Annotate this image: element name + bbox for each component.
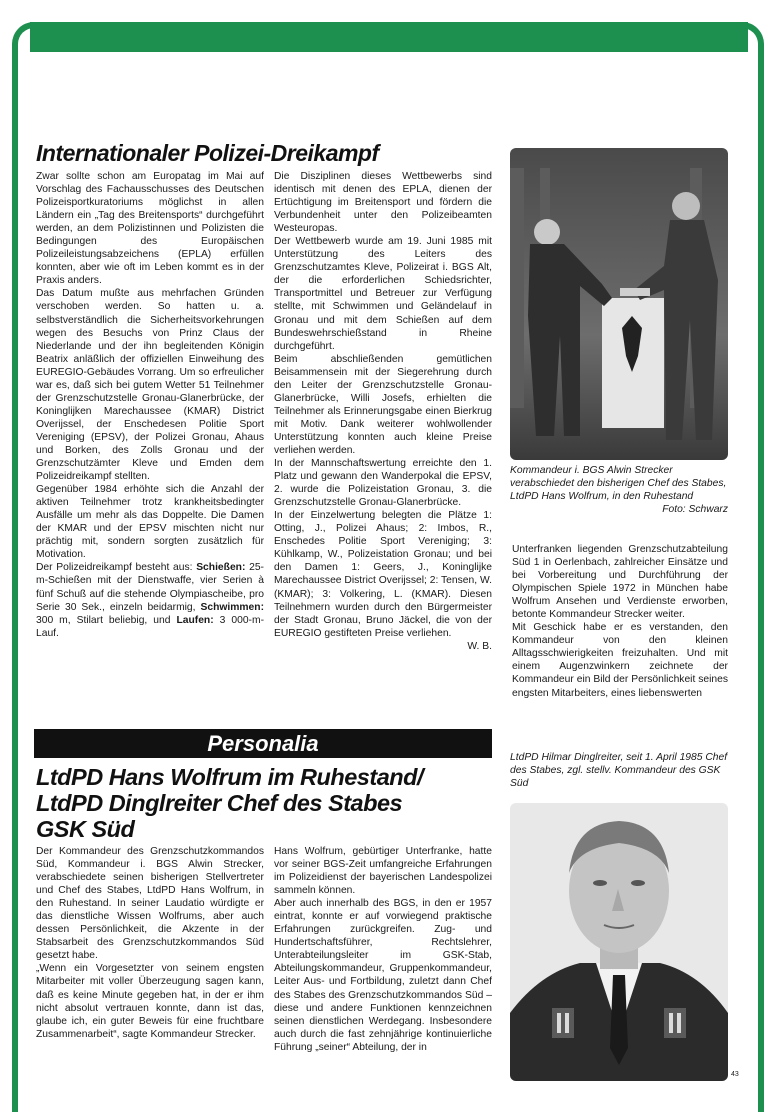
article-column-2: [274, 170, 492, 653]
page-number: 43: [731, 1071, 739, 1078]
portrait-caption: LtdPD Hilmar Dinglreiter, seit 1. April 1985 Chef des Stabes, zgl. stellv. Kommandeur des GSK Süd: [510, 752, 728, 789]
paragraph: Das Datum mußte aus mehrfachen Gründen verschoben werden. So hatten u. a. selbstverständlich die Sicherheitsvorkehrungen wegen des Besuchs von Prinz Claus der Niederlande und der ihn begleitenden Königin Beatrix anläßlich der offiziellen Einweihung des EUREGIO-Gebäudes Vorrang. Um so erfreulicher war es, daß sich bei gutem Wetter 51 Teilnehmer der Grenzschutzstelle Gronau-Glanerbrücke, der Koninglijken Marechaussee (KMAR) District Overijssel, der Enschedesen Politie Sport Vereniging (EPSV), der Polizei Gronau, Ahaus und Borken, des Zolls Gronau und der Grenzschutzämter Kleve und Emden dem Polizeidreikampf stellten.: [36, 288, 264, 483]
article-title: Internationaler Polizei-Dreikampf: [36, 140, 379, 166]
photo-credit: Foto: Schwarz: [662, 504, 728, 515]
paragraph: Zwar sollte schon am Europatag im Mai auf Vorschlag des Fachausschusses des Deutschen Polizeisportkuratoriums möglichst in allen Ländern ein „Tag des Breitensports“ durchgeführt werden, an dem Polizistinnen und Polizisten die Bedingungen des Europäischen Polizeileistungsabzeichens (EPLA) erfüllen konnten, aber wie oft im Leben kommt es in der Praxis anders.: [36, 171, 264, 287]
paragraph: Hans Wolfrum, gebürtiger Unterfranke, hatte vor seiner BGS-Zeit umfangreiche Erfahrungen im Polizeidienst der bayerischen Landespolizei sammeln können.: [274, 846, 492, 897]
article-title: LtdPD Hans Wolfrum im Ruhestand/ LtdPD Dinglreiter Chef des Stabes GSK Süd: [36, 764, 423, 842]
section-banner: Personalia: [34, 729, 492, 758]
paragraph: Der Polizeidreikampf besteht aus: Schießen: 25-m-Schießen mit der Dienstwaffe, vier Serien à fünf Schuß auf die stehende Olympiascheibe, pro Serie 30 Sek., einzeln beidarmig, Schwimmen: 300 m, Stilart beliebig, und Laufen: 3 000-m-Lauf.: [36, 562, 264, 639]
paragraph: In der Mannschaftswertung erreichte den 1. Platz und gewann den Wanderpokal die EPSV, 2. wurde die Polizeistation Gronau, 3. die Grenzschutzstelle Gronau-Glanerbrücke.: [274, 458, 492, 509]
portrait-photo: [510, 803, 728, 1081]
article-column-2: [274, 845, 492, 1054]
paragraph: Gegenüber 1984 erhöhte sich die Anzahl der aktiven Teilnehmer trotz krankheitsbedingter Ausfälle um mehr als das Doppelte. Die Damen der KMAR und der EPSV mischten nicht nur prächtig mit, sondern sorgten zusätzlich für Motivation.: [36, 484, 264, 561]
paragraph: Der Wettbewerb wurde am 19. Juni 1985 mit Unterstützung des Leiters des Grenzschutzamtes Kleve, Polizeirat i. BGS Alt, der die erforderlichen Schiedsrichter, Transportmittel und Betreuer zur Verfügung stellte, mit Schwimmen und Geländelauf in Gronau und mit dem Schießen auf dem Bundeswehrschießstand in Rheine durchgeführt.: [274, 236, 492, 352]
paragraph: Unterfranken liegenden Grenzschutzabteilung Süd 1 in Oerlenbach, zahlreicher Einsätze und bei Vorbereitung und Durchführung der Olympischen Spiele 1972 in München habe Wolfrum Ansehen und Verdienste erworben, betonte Kommandeur Strecker weiter.: [512, 544, 728, 621]
paragraph: Der Kommandeur des Grenzschutzkommandos Süd, Kommandeur i. BGS Alwin Strecker, verabschiedete seinen bisherigen Stellvertreter und Chef des Stabes, LtdPD Hans Wolfrum, in den Ruhestand. In seiner Laudatio würdigte er das dienstliche Wissen Wolfrums, aber auch dessen Persönlichkeit, die Akzente in der Stabsarbeit des Grenzschutzkommandos Süd gesetzt habe.: [36, 846, 264, 962]
paragraph: Mit Geschick habe er es verstanden, den Kommandeur von den kleinen Alltagsschwierigkeiten freizuhalten. Und mit einem Augenzwinkern zeichnete der Kommandeur ein Bild der Persönlichkeit seines engsten Mitarbeiters, eines liebenswerten: [512, 622, 728, 699]
paragraph: In der Einzelwertung belegten die Plätze 1: Otting, J., Polizei Ahaus; 2: Imbos, R., Enschedes Politie Sport Vereniging; 3: Kühlkamp, W., Polizeistation Gronau; und bei den Damen 1: Geers, J., Koninglijke Marechaussee District Overijssel; 2: Tensen, W. (KMAR); 3: Volkering, L. (KMAR). Diesen Teilnehmern wurden durch den Bürgermeister der Stadt Gronau, Bruno Jäckel, die von der EUREGIO gestifteten Preise verliehen.: [274, 510, 492, 639]
paragraph: Die Disziplinen dieses Wettbewerbs sind identisch mit denen des EPLA, dienen der Ertüchtigung im Breitensport und fördern die Verbundenheit unter den Polizeibeamten Westeuropas.: [274, 171, 492, 235]
paragraph: „Wenn ein Vorgesetzter von seinem engsten Mitarbeiter mit voller Überzeugung sagen kann, daß es keine Minute gegeben hat, in der er ihm nicht absolut vertrauen konnte, dann ist das, glaube ich, ein guter Beweis für eine fruchtbare Zusammenarbeit“, sagte Kommandeur Strecker.: [36, 963, 264, 1040]
photo-caption: Kommandeur i. BGS Alwin Strecker verabschiedet den bisherigen Chef des Stabes, LtdPD Hans Wolfrum, in den Ruhestand: [510, 465, 727, 502]
paragraph: Aber auch innerhalb des BGS, in den er 1957 eintrat, konnte er auf vorwiegend praktische Erfahrungen zurückgreifen. Zug- und Hundertschaftsführer, Rechtslehrer, Unterabteilungsleiter im GSK-Stab, Abteilungskommandeur, Gruppenkommandeur, Leiter Aus- und Fortbildung, zuletzt dann Chef des Stabes des Grenzschutzkommandos Süd – diese und andere Funktionen kennzeichnen seinen dienstlichen Werdegang. Insbesondere auch durch die fast zehnjährige kontinuierliche Führung „seiner“ Abteilung, der in: [274, 898, 492, 1053]
article-column-1: [36, 845, 264, 1041]
author-signature: W. B.: [467, 640, 492, 652]
article-column-1: [36, 170, 264, 640]
article-column-3: [512, 543, 728, 700]
paragraph: Beim abschließenden gemütlichen Beisammensein mit der Siegerehrung durch den Leiter der Grenzschutzstelle Gronau-Glanerbrücke, Willi Josefs, erhielten die Teilnehmer als Erinnerungsgabe einen Bierkrug mit Motiv. Dank weiterer wohlwollender Unterstützung konnten auch kleine Preise verliehen werden.: [274, 353, 492, 456]
handshake-photo: [510, 148, 728, 460]
